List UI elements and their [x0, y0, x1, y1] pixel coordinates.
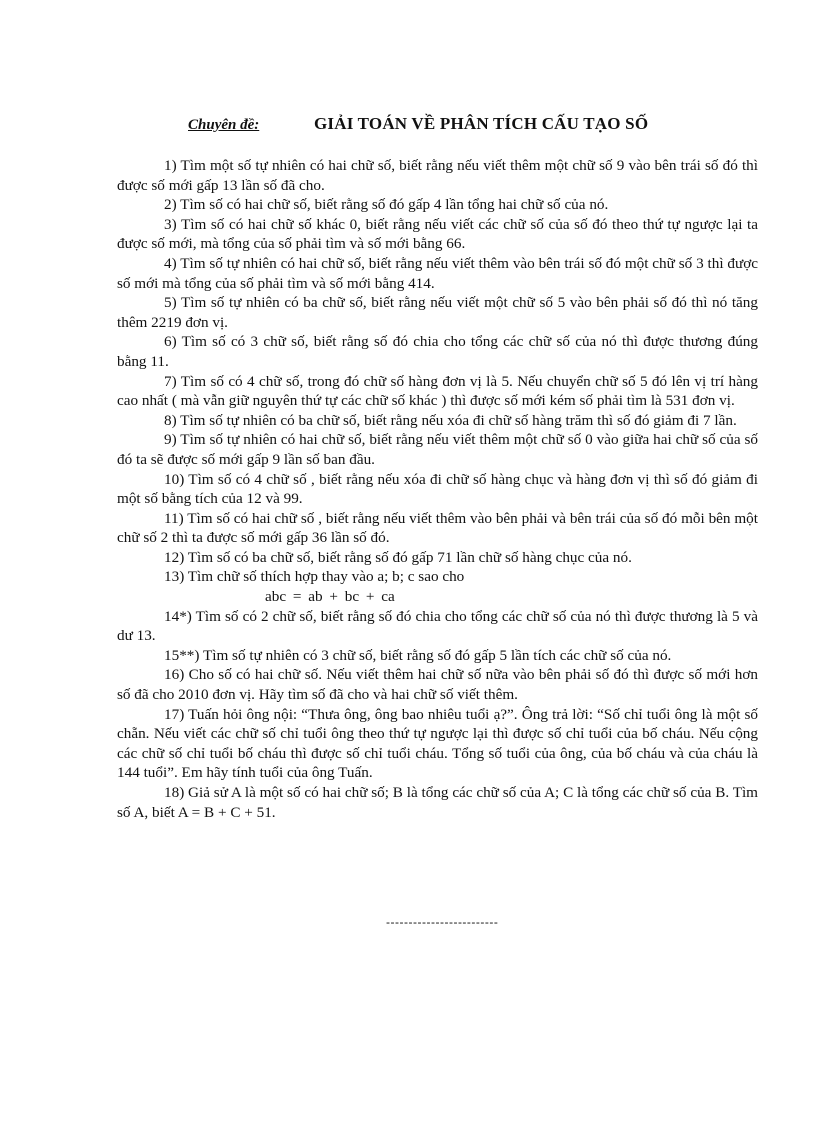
problem-8: 8) Tìm số tự nhiên có ba chữ số, biết rằng nếu xóa đi chữ số hàng trăm thì số đó giảm đi 7 lần.	[164, 411, 737, 429]
problem-16: 16) Cho số có hai chữ số. Nếu viết thêm hai chữ số nữa vào bên phải số đó thì được số mới hơn số đã cho 2010 đơn vị. Hãy tìm số đã cho và hai chữ số viết thêm.	[117, 666, 758, 704]
topic-label: Chuyên đề:	[188, 117, 260, 133]
problem-12: 12) Tìm số có ba chữ số, biết rằng số đó gấp 71 lần chữ số hàng chục của nó.	[164, 548, 632, 566]
problem-10: 10) Tìm số có 4 chữ số , biết rằng nếu xóa đi chữ số hàng chục và hàng đơn vị thì số đó giảm đi một số bằng tích của 12 và 99.	[117, 470, 758, 508]
problem-7: 7) Tìm số có 4 chữ số, trong đó chữ số hàng đơn vị là 5. Nếu chuyển chữ số 5 đó lên vị trí hàng cao nhất ( mà vẫn giữ nguyên thứ tự các chữ số khác ) thì được số mới kém số phải tìm là 531 đơn vị.	[117, 372, 758, 410]
problem-9: 9) Tìm số tự nhiên có hai chữ số, biết rằng nếu viết thêm một chữ số 0 vào giữa hai chữ số của số đó ta sẽ được số mới gấp 9 lần số ban đầu.	[117, 431, 758, 468]
problem-6: 6) Tìm số có 3 chữ số, biết rằng số đó chia cho tổng các chữ số của nó thì được thương đúng bằng 11.	[117, 333, 758, 370]
problem-17: 17) Tuấn hỏi ông nội: “Thưa ông, ông bao nhiêu tuổi ạ?”. Ông trả lời: “Số chỉ tuổi ông là một số chẵn. Nếu viết các chữ số chỉ tuổi ông theo thứ tự ngược lại thì được số chỉ tuổi của bố cháu. Nếu cộng các chữ số chỉ tuổi bố cháu thì được số chỉ tuổi cháu. Tổng số tuổi của ông, của bố cháu và của cháu là 144 tuổi”. Em hãy tính tuổi của ông Tuấn.	[117, 705, 758, 782]
problem-15: 15**) Tìm số tự nhiên có 3 chữ số, biết rằng số đó gấp 5 lần tích các chữ số của nó.	[164, 646, 672, 664]
problem-13-formula: abc = ab + bc + ca	[265, 588, 395, 606]
problem-14: 14*) Tìm số có 2 chữ số, biết rằng số đó chia cho tổng các chữ số của nó thì được thương là 5 và dư 13.	[117, 607, 758, 645]
end-separator: -------------------------	[386, 915, 499, 929]
problem-1: 1) Tìm một số tự nhiên có hai chữ số, biết rằng nếu viết thêm một chữ số 9 vào bên trái số đó thì được số mới gấp 13 lần số đã cho.	[117, 157, 758, 194]
problem-13: 13) Tìm chữ số thích hợp thay vào a; b; c sao cho	[164, 568, 465, 586]
problem-3: 3) Tìm số có hai chữ số khác 0, biết rằng nếu viết các chữ số của số đó theo thứ tự ngược lại ta được số mới, mà tổng của số phải tìm và số mới bằng 66.	[117, 215, 758, 253]
problem-11: 11) Tìm số có hai chữ số , biết rằng nếu viết thêm vào bên phải và bên trái của số đó mỗi bên một chữ số 2 thì ta được số mới gấp 36 lần số đó.	[117, 509, 758, 547]
problem-5: 5) Tìm số tự nhiên có ba chữ số, biết rằng nếu viết một chữ số 5 vào bên phải số đó thì nó tăng thêm 2219 đơn vị.	[117, 294, 758, 331]
problem-list	[117, 156, 758, 822]
title-row	[188, 113, 728, 137]
page-title: GIẢI TOÁN VỀ PHÂN TÍCH CẤU TẠO SỐ	[314, 114, 649, 133]
problem-2: 2) Tìm số có hai chữ số, biết rằng số đó gấp 4 lần tổng hai chữ số của nó.	[164, 196, 609, 214]
problem-4: 4) Tìm số tự nhiên có hai chữ số, biết rằng nếu viết thêm vào bên trái số đó một chữ số 3 thì được số mới mà tổng của số phải tìm và số mới bằng 414.	[117, 254, 758, 292]
problem-18: 18) Giả sử A là một số có hai chữ số; B là tổng các chữ số của A; C là tổng các chữ số của B. Tìm số A, biết A = B + C + 51.	[117, 784, 758, 821]
